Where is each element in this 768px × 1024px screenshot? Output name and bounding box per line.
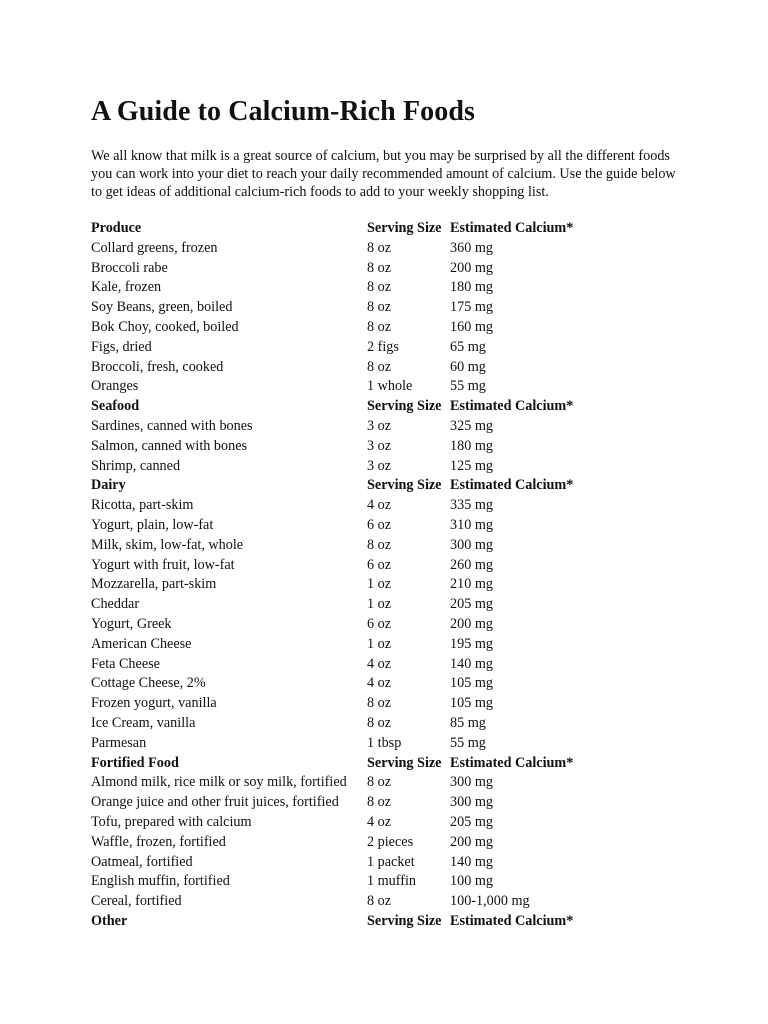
serving-size: 3 oz: [367, 457, 392, 474]
calcium-amount: 325 mg: [450, 417, 493, 434]
table-row: [91, 278, 600, 298]
serving-size: 6 oz: [367, 615, 392, 632]
table-row: [91, 377, 600, 397]
calcium-amount: 180 mg: [450, 279, 493, 296]
calcium-amount: 105 mg: [450, 675, 493, 692]
calcium-foods-table-body: [91, 219, 600, 932]
calcium-amount: 360 mg: [450, 239, 493, 256]
food-name: Ricotta, part-skim: [91, 497, 194, 514]
food-name: American Cheese: [91, 635, 192, 652]
calcium-amount: 100 mg: [450, 873, 493, 890]
calcium-amount: 85 mg: [450, 714, 486, 731]
section-name: Seafood: [91, 398, 140, 415]
table-row: [91, 338, 600, 358]
serving-size-header: Serving Size: [367, 477, 442, 494]
section-header-row: [91, 754, 600, 774]
calcium-amount: 160 mg: [450, 318, 493, 335]
section-name: Other: [91, 912, 128, 929]
food-name: Tofu, prepared with calcium: [91, 813, 252, 830]
table-row: [91, 457, 600, 477]
table-row: [91, 674, 600, 694]
table-row: [91, 358, 600, 378]
serving-size: 8 oz: [367, 536, 392, 553]
serving-size: 1 oz: [367, 635, 392, 652]
table-row: [91, 615, 600, 635]
page-title: A Guide to Calcium-Rich Foods: [91, 96, 476, 127]
estimated-calcium-header: Estimated Calcium*: [450, 398, 574, 415]
section-name: Fortified Food: [91, 754, 179, 771]
serving-size: 3 oz: [367, 437, 392, 454]
food-name: English muffin, fortified: [91, 873, 230, 890]
calcium-amount: 300 mg: [450, 536, 493, 553]
food-name: Yogurt, plain, low-fat: [91, 516, 214, 533]
food-name: Collard greens, frozen: [91, 239, 218, 256]
calcium-amount: 335 mg: [450, 497, 493, 514]
section-header-row: [91, 397, 600, 417]
food-name: Bok Choy, cooked, boiled: [91, 318, 239, 335]
table-row: [91, 298, 600, 318]
serving-size: 1 tbsp: [367, 734, 402, 751]
serving-size: 1 oz: [367, 596, 392, 613]
serving-size: 8 oz: [367, 695, 392, 712]
food-name: Kale, frozen: [91, 279, 162, 296]
serving-size: 1 packet: [367, 853, 415, 870]
serving-size-header: Serving Size: [367, 754, 442, 771]
table-row: [91, 536, 600, 556]
serving-size-header: Serving Size: [367, 220, 442, 236]
food-name: Figs, dried: [91, 338, 152, 355]
calcium-amount: 55 mg: [450, 378, 486, 395]
serving-size: 8 oz: [367, 239, 392, 256]
calcium-amount: 180 mg: [450, 437, 493, 454]
calcium-amount: 140 mg: [450, 655, 493, 672]
calcium-amount: 100-1,000 mg: [450, 893, 530, 910]
section-header-row: [91, 476, 600, 496]
calcium-amount: 260 mg: [450, 556, 493, 573]
table-row: [91, 318, 600, 338]
serving-size-header: Serving Size: [367, 398, 442, 415]
table-row: [91, 714, 600, 734]
table-row: [91, 734, 600, 754]
serving-size: 2 figs: [367, 338, 399, 355]
table-row: [91, 595, 600, 615]
serving-size: 1 muffin: [367, 873, 416, 890]
section-name: Produce: [91, 220, 142, 236]
estimated-calcium-header: Estimated Calcium*: [450, 477, 574, 494]
table-row: [91, 853, 600, 873]
food-name: Broccoli, fresh, cooked: [91, 358, 224, 375]
food-name: Orange juice and other fruit juices, fortified: [91, 794, 339, 811]
serving-size: 8 oz: [367, 794, 392, 811]
food-name: Salmon, canned with bones: [91, 437, 248, 454]
serving-size: 1 oz: [367, 576, 392, 593]
food-name: Yogurt, Greek: [91, 615, 172, 632]
calcium-foods-table: [91, 219, 600, 932]
table-row: [91, 496, 600, 516]
calcium-amount: 105 mg: [450, 695, 493, 712]
calcium-amount: 310 mg: [450, 516, 493, 533]
food-name: Yogurt with fruit, low-fat: [91, 556, 235, 573]
calcium-amount: 200 mg: [450, 615, 493, 632]
food-name: Soy Beans, green, boiled: [91, 299, 233, 316]
food-name: Mozzarella, part-skim: [91, 576, 217, 593]
section-header-row: [91, 219, 600, 239]
serving-size: 8 oz: [367, 318, 392, 335]
section-name: Dairy: [91, 477, 126, 494]
food-name: Oranges: [91, 378, 139, 395]
table-row: [91, 437, 600, 457]
calcium-amount: 200 mg: [450, 833, 493, 850]
section-header-row: [91, 912, 600, 932]
serving-size: 4 oz: [367, 497, 392, 514]
calcium-amount: 65 mg: [450, 338, 486, 355]
calcium-amount: 175 mg: [450, 299, 493, 316]
table-row: [91, 813, 600, 833]
food-name: Cereal, fortified: [91, 893, 182, 910]
calcium-amount: 300 mg: [450, 774, 493, 791]
serving-size: 8 oz: [367, 299, 392, 316]
food-name: Oatmeal, fortified: [91, 853, 193, 870]
table-row: [91, 833, 600, 853]
calcium-amount: 140 mg: [450, 853, 493, 870]
table-row: [91, 516, 600, 536]
estimated-calcium-header: Estimated Calcium*: [450, 754, 574, 771]
calcium-amount: 200 mg: [450, 259, 493, 276]
table-row: [91, 635, 600, 655]
table-row: [91, 239, 600, 259]
intro-paragraph: We all know that milk is a great source of calcium, but you may be surprised by all the different foods you can work into your diet to reach your daily recommended amount of calcium. Use the guide below to get ideas of additional calcium-rich foods to add to your weekly shopping list.: [91, 148, 676, 200]
food-name: Cheddar: [91, 596, 140, 613]
table-row: [91, 872, 600, 892]
food-name: Broccoli rabe: [91, 259, 168, 276]
food-name: Shrimp, canned: [91, 457, 181, 474]
food-name: Cottage Cheese, 2%: [91, 675, 206, 692]
serving-size: 4 oz: [367, 813, 392, 830]
food-name: Milk, skim, low-fat, whole: [91, 536, 244, 553]
food-name: Almond milk, rice milk or soy milk, fortified: [91, 774, 347, 791]
calcium-amount: 210 mg: [450, 576, 493, 593]
calcium-amount: 55 mg: [450, 734, 486, 751]
food-name: Parmesan: [91, 734, 147, 751]
calcium-amount: 300 mg: [450, 794, 493, 811]
table-row: [91, 556, 600, 576]
food-name: Waffle, frozen, fortified: [91, 833, 226, 850]
calcium-amount: 205 mg: [450, 596, 493, 613]
table-row: [91, 694, 600, 714]
serving-size: 2 pieces: [367, 833, 414, 850]
estimated-calcium-header: Estimated Calcium*: [450, 912, 574, 929]
food-name: Frozen yogurt, vanilla: [91, 695, 217, 712]
serving-size: 8 oz: [367, 259, 392, 276]
serving-size: 8 oz: [367, 774, 392, 791]
serving-size: 8 oz: [367, 893, 392, 910]
food-name: Sardines, canned with bones: [91, 417, 253, 434]
serving-size: 6 oz: [367, 516, 392, 533]
serving-size: 8 oz: [367, 358, 392, 375]
calcium-amount: 205 mg: [450, 813, 493, 830]
calcium-amount: 60 mg: [450, 358, 486, 375]
table-row: [91, 259, 600, 279]
table-row: [91, 655, 600, 675]
estimated-calcium-header: Estimated Calcium*: [450, 220, 574, 236]
serving-size: 6 oz: [367, 556, 392, 573]
food-name: Ice Cream, vanilla: [91, 714, 196, 731]
serving-size-header: Serving Size: [367, 912, 442, 929]
table-row: [91, 892, 600, 912]
document-page: [91, 92, 691, 932]
serving-size: 4 oz: [367, 675, 392, 692]
serving-size: 1 whole: [367, 378, 413, 395]
table-row: [91, 575, 600, 595]
food-name: Feta Cheese: [91, 655, 160, 672]
table-row: [91, 773, 600, 793]
serving-size: 8 oz: [367, 714, 392, 731]
serving-size: 3 oz: [367, 417, 392, 434]
serving-size: 4 oz: [367, 655, 392, 672]
serving-size: 8 oz: [367, 279, 392, 296]
calcium-amount: 195 mg: [450, 635, 493, 652]
calcium-amount: 125 mg: [450, 457, 493, 474]
table-row: [91, 417, 600, 437]
table-row: [91, 793, 600, 813]
